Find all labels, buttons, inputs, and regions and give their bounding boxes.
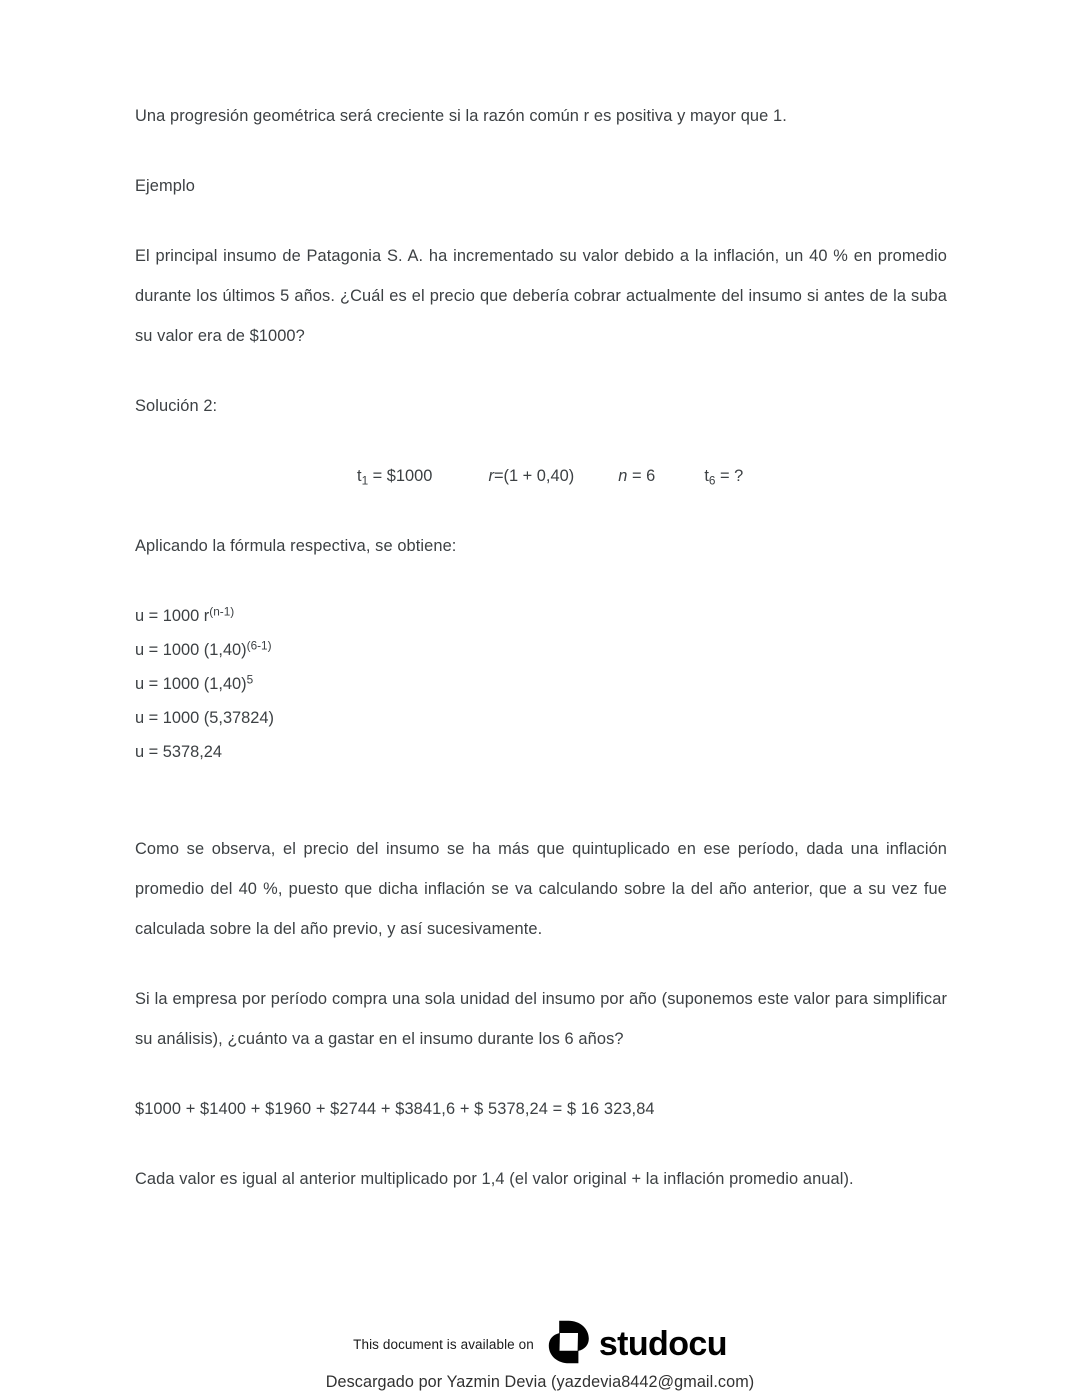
spacer	[135, 769, 947, 802]
parameter-n	[618, 456, 655, 496]
problem-paragraph: El principal insumo de Patagonia S. A. ha incrementado su valor debido a la inflación, un 40 % en promedio durante los últimos 5 años. ¿Cuál es el precio que debería cobrar actualmente del insumo si antes de la suba su valor era de $1000?	[135, 247, 947, 345]
equation-exponent: 5	[246, 672, 254, 687]
studocu-s-logo-icon	[548, 1320, 590, 1369]
spacer	[135, 1059, 947, 1089]
n-symbol: n	[618, 467, 628, 485]
equation-base: u = 1000 r	[135, 607, 210, 625]
parameter-t6	[704, 456, 743, 496]
spacer	[135, 206, 947, 236]
equation-line	[135, 633, 947, 667]
downloaded-by-text: Descargado por Yazmin Devia (yazdevia8442@gmail.com)	[325, 1373, 755, 1391]
page-footer	[0, 1318, 1080, 1392]
equation-line	[135, 667, 947, 701]
spacer	[135, 566, 947, 599]
r-symbol: r	[488, 467, 494, 485]
studocu-wordmark: studocu	[598, 1325, 727, 1363]
equation-line	[135, 701, 947, 735]
r-value: =(1 + 0,40)	[493, 467, 575, 485]
equation-base: u = 1000 (5,37824)	[135, 709, 274, 727]
equation-exponent: (n-1)	[209, 604, 235, 619]
formula-intro: Aplicando la fórmula respectiva, se obtiene:	[135, 537, 457, 555]
studocu-promo	[0, 1318, 1080, 1370]
parameter-t1	[357, 456, 432, 496]
sum-line: $1000 + $1400 + $1960 + $2744 + $3841,6 + $ 5378,24 = $ 16 323,84	[135, 1100, 655, 1118]
spacer	[135, 802, 947, 829]
spacer	[135, 426, 947, 456]
t6-value: = ?	[715, 467, 744, 485]
spacer	[135, 136, 947, 166]
studocu-logo[interactable]	[548, 1320, 727, 1369]
equation-line	[135, 735, 947, 769]
closing-paragraph: Cada valor es igual al anterior multiplicado por 1,4 (el valor original + la inflación promedio anual).	[135, 1170, 854, 1188]
document-body	[135, 96, 947, 1199]
spacer	[135, 496, 947, 526]
parameters-line	[135, 456, 947, 496]
example-heading: Ejemplo	[135, 177, 195, 195]
question-paragraph: Si la empresa por período compra una sola unidad del insumo por año (suponemos este valor para simplificar su análisis), ¿cuánto va a gastar en el insumo durante los 6 años?	[135, 990, 947, 1048]
spacer	[135, 356, 947, 386]
equation-exponent: (6-1)	[246, 638, 272, 653]
observation-paragraph: Como se observa, el precio del insumo se ha más que quintuplicado en ese período, dada una inflación promedio del 40 %, puesto que dicha inflación se va calculando sobre la del año anterior, que a su vez fue calculada sobre la del año previo, y así sucesivamente.	[135, 840, 947, 938]
t6-label: t	[704, 467, 709, 485]
intro-paragraph: Una progresión geométrica será creciente si la razón común r es positiva y mayor que 1.	[135, 107, 787, 125]
equation-base: u = 5378,24	[135, 743, 223, 761]
t6-subscript: 6	[708, 473, 716, 488]
equation-base: u = 1000 (1,40)	[135, 675, 247, 693]
spacer	[135, 949, 947, 979]
equation-block	[135, 599, 947, 769]
solution-heading: Solución 2:	[135, 397, 218, 415]
equation-base: u = 1000 (1,40)	[135, 641, 247, 659]
t1-subscript: 1	[361, 473, 369, 488]
t1-label: t	[357, 467, 362, 485]
available-on-text: This document is available on	[353, 1336, 534, 1352]
t1-value: = $1000	[368, 467, 433, 485]
n-value: = 6	[627, 467, 656, 485]
equation-line	[135, 599, 947, 633]
spacer	[135, 1129, 947, 1159]
parameter-r	[489, 456, 575, 496]
